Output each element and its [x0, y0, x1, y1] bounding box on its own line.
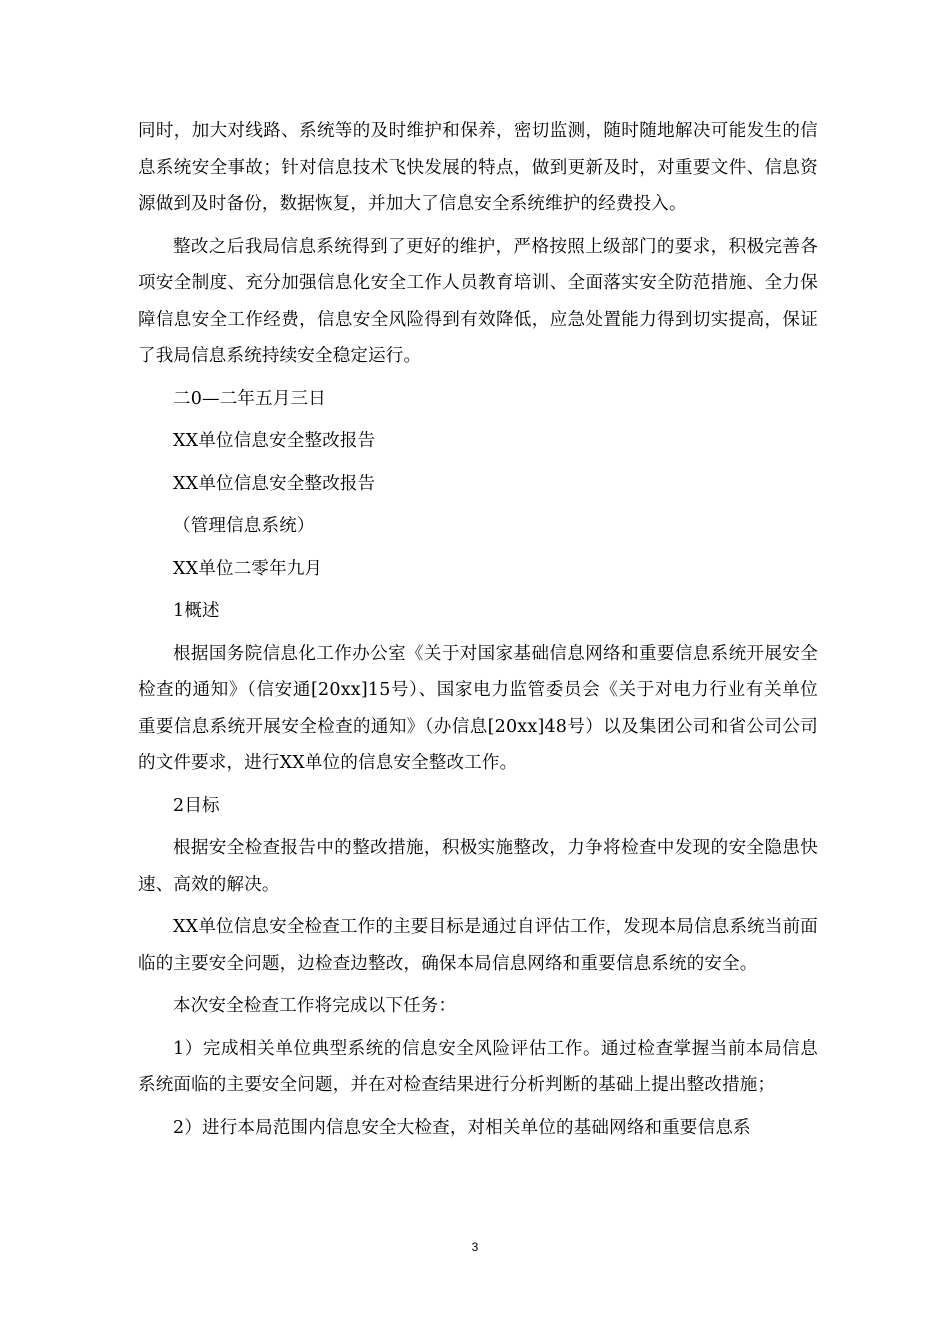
paragraph: 整改之后我局信息系统得到了更好的维护，严格按照上级部门的要求，积极完善各项安全制度、充分加强信息化安全工作人员教育培训、全面落实安全防范措施、全力保障信息安全工作经费，信息安全风险得到有效降低，应急处置能力得到切实提高，保证了我局信息系统持续安全稳定运行。: [138, 236, 818, 366]
paragraph: 二0—二年五月三日: [173, 388, 326, 409]
paragraph: XX单位二零年九月: [173, 558, 323, 579]
paragraph: 本次安全检查工作将完成以下任务：: [173, 996, 457, 1016]
paragraph: 2）进行本局范围内信息安全大检查，对相关单位的基础网络和重要信息系: [173, 1117, 751, 1138]
paragraph: 1概述: [173, 601, 220, 621]
paragraph: 2目标: [173, 795, 220, 816]
paragraph: 根据国务院信息化工作办公室《关于对国家基础信息网络和重要信息系统开展安全检查的通知》（信安通[20xx]15号）、国家电力监管委员会《关于对电力行业有关单位重要信息系统开展安全检查的通知》（办信息[20xx]48号）以及集团公司和省公司公司的文件要求，进行XX单位的信息安全整改工作。: [138, 643, 818, 773]
paragraph: 1）完成相关单位典型系统的信息安全风险评估工作。通过检查掌握当前本局信息系统面临的主要安全问题，并在对检查结果进行分析判断的基础上提出整改措施；: [138, 1038, 818, 1095]
page-number: 3: [471, 1240, 479, 1254]
paragraph: XX单位信息安全整改报告: [173, 473, 376, 494]
document-body: [138, 113, 818, 1152]
paragraph: 根据安全检查报告中的整改措施，积极实施整改，力争将检查中发现的安全隐患快速、高效的解决。: [138, 838, 818, 895]
paragraph: XX单位信息安全检查工作的主要目标是通过自评估工作，发现本局信息系统当前面临的主要安全问题，边检查边整改，确保本局信息网络和重要信息系统的安全。: [138, 917, 818, 974]
paragraph: XX单位信息安全整改报告: [173, 431, 376, 451]
paragraph: （管理信息系统）: [173, 516, 315, 536]
paragraph: 同时，加大对线路、系统等的及时维护和保养，密切监测，随时随地解决可能发生的信息系统安全事故；针对信息技术飞快发展的特点，做到更新及时，对重要文件、信息资源做到及时备份，数据恢复，并加大了信息安全系统维护的经费投入。: [138, 121, 818, 214]
